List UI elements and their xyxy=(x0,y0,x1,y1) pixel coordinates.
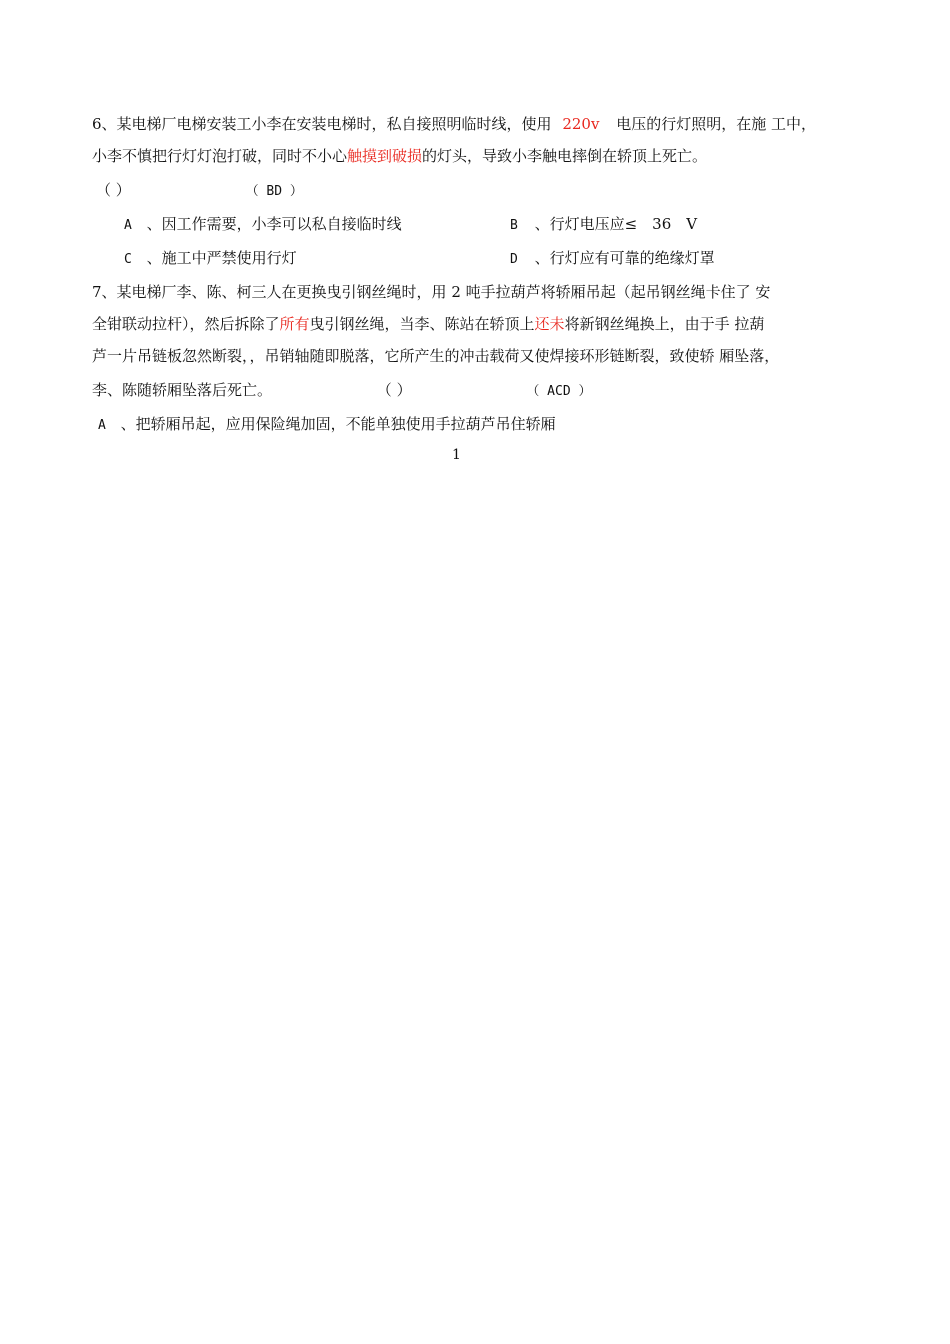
page-number: 1 xyxy=(452,447,461,463)
q6-line1-text-b: 电压的行灯照明，在施 工中， xyxy=(616,115,816,133)
q6-line-2 xyxy=(92,146,707,166)
option-text: 、把轿厢吊起，应用保险绳加固，不能单独使用手拉葫芦吊住轿厢 xyxy=(120,415,556,433)
q7-line-4 xyxy=(92,380,592,402)
q6-line2-text-b: 的灯头，导致小李触电摔倒在轿顶上死亡。 xyxy=(422,147,708,165)
option-text: 、行灯电压应≤ 36 V xyxy=(534,215,698,233)
option-text: 、因工作需要，小李可以私自接临时线 xyxy=(146,215,402,233)
q6-line2-text-a: 小李不慎把行灯灯泡打破，同时不小心 xyxy=(92,147,348,165)
q7-answer: （ ACD ） xyxy=(526,384,592,399)
option-text: 、行灯应有可靠的绝缘灯罩 xyxy=(534,249,715,267)
q6-option-b xyxy=(510,214,697,236)
q7-line2-text-a: 全钳联动拉杆），然后拆除了 xyxy=(92,315,280,333)
q6-touch-highlight: 触摸到破损 xyxy=(347,147,423,165)
option-letter: A xyxy=(98,418,106,433)
q6-line-1 xyxy=(92,114,816,134)
q7-line-3: 芦一片吊链板忽然断裂，，吊销轴随即脱落，它所产生的冲击载荷又使焊接环形链断裂，致使轿 厢坠落， xyxy=(92,347,780,365)
q7-notyet-highlight: 还未 xyxy=(534,315,565,333)
q7-line4-text: 李、陈随轿厢坠落后死亡。 xyxy=(92,381,273,399)
q6-voltage-highlight: 220v xyxy=(562,115,600,133)
option-letter: A xyxy=(124,218,132,233)
q7-line-1: 7、某电梯厂李、陈、柯三人在更换曳引钢丝绳时，用 2 吨手拉葫芦将轿厢吊起（起吊钢丝绳卡住了 安 xyxy=(92,283,771,301)
option-letter: B xyxy=(510,218,518,233)
q7-all-highlight: 所有 xyxy=(279,315,310,333)
q6-line1-text-a: 6、某电梯厂电梯安装工小李在安装电梯时，私自接照明临时线，使用 xyxy=(92,115,552,133)
q7-line-2 xyxy=(92,314,764,334)
q7-blank: （ ） xyxy=(376,381,412,399)
q6-option-d xyxy=(510,248,715,270)
q7-line2-text-c: 将新钢丝绳换上，由于手 拉葫 xyxy=(564,315,765,333)
q7-line2-text-b: 曳引钢丝绳，当李、陈站在轿顶上 xyxy=(309,315,535,333)
q6-option-c xyxy=(124,248,297,270)
option-text: 、施工中严禁使用行灯 xyxy=(146,249,297,267)
q6-answer: （ BD ） xyxy=(245,184,303,199)
option-letter: C xyxy=(124,252,132,267)
q6-blank: （ ） xyxy=(96,181,131,199)
q6-option-a xyxy=(124,214,402,236)
q6-answer-line xyxy=(96,180,303,202)
option-letter: D xyxy=(510,252,518,267)
q7-option-a xyxy=(98,414,556,436)
